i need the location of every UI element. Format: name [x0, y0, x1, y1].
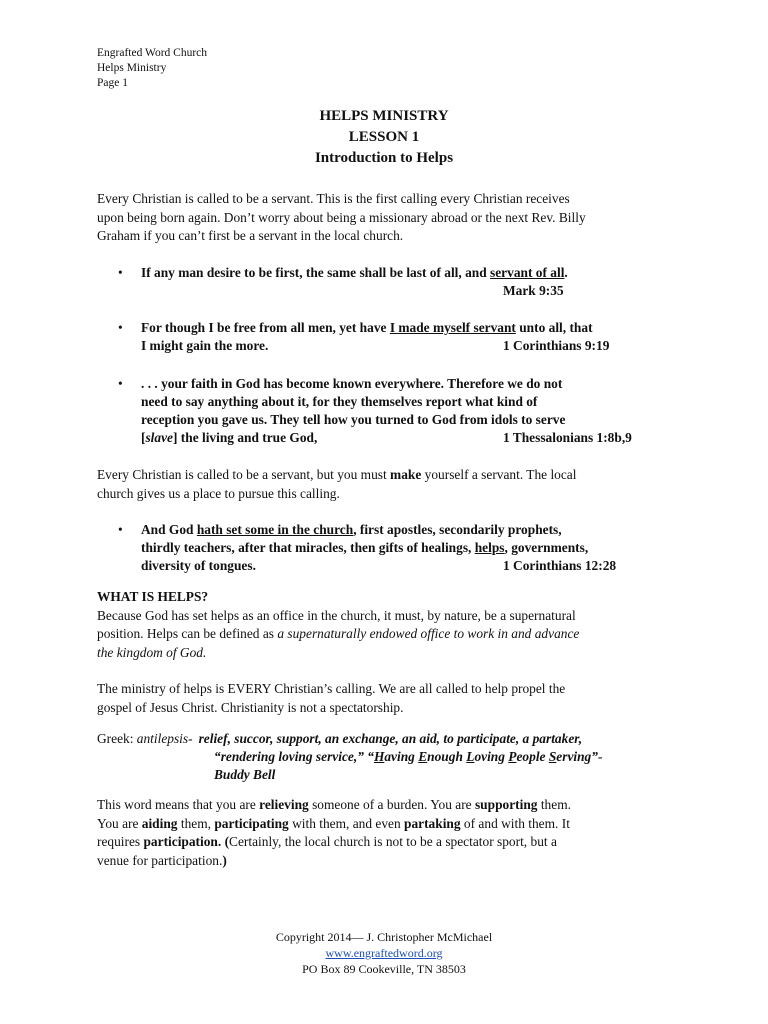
section-heading: WHAT IS HELPS? — [97, 589, 209, 604]
intro-paragraph: Every Christian is called to be a servant. This is the first calling every Christian receives upon being born again. Don’t worry about being a missionary abroad or the next Rev. Billy Graham if you can’t first be a servant in the local church. — [97, 191, 586, 243]
header-org: Engrafted Word Church — [97, 47, 207, 59]
every-christian-paragraph: The ministry of helps is EVERY Christian’s calling. We are all called to help propel the gospel of Jesus Christ. Christianity is not a spectatorship. — [97, 681, 566, 715]
title-line-2: LESSON 1 — [348, 129, 420, 145]
bullet-mark-9-35: • If any man desire to be first, the same shall be last of all, and servant of all. Mark 9:35 — [141, 264, 686, 300]
page-header — [97, 46, 207, 91]
bullet-icon: • — [118, 320, 123, 335]
bullet1-ref: Mark 9:35 — [503, 283, 564, 298]
bullet-icon: • — [118, 376, 123, 391]
bullet-1-corinthians-9-19: • For though I be free from all men, yet have I made myself servant unto all, that I might gain the more. 1 Corinthians 9:19 — [118, 320, 610, 353]
bullet2-ref: 1 Corinthians 9:19 — [503, 338, 610, 353]
bullet-icon: • — [118, 265, 123, 280]
bullet-1-thessalonians: • . . . your faith in God has become known everywhere. Therefore we do not need to say anything about it, for they themselves report what kind of reception you gave us. They tell how you turned to God from idols to serve [slave] the living and true God, 1 Thessalonians 1:8b,9 — [118, 376, 632, 445]
footer-copyright: Copyright 2014— J. Christopher McMichael — [275, 930, 493, 944]
greek-definition: Greek: antilepsis- relief, succor, support, an exchange, an aid, to participate, a partaker, “rendering loving service,” “Having Enough Loving People Serving”- Buddy Bell — [97, 731, 603, 782]
website-link[interactable]: www.engraftedword.org — [325, 946, 443, 960]
header-ministry: Helps Ministry — [97, 62, 167, 74]
title-line-3: Introduction to Helps — [314, 150, 454, 166]
bullet4-ref: 1 Corinthians 12:28 — [503, 558, 617, 573]
what-is-helps-section: WHAT IS HELPS? Because God has set helps as an office in the church, it must, by nature, be a supernatural position. Helps can be defined as a supernaturally endowed office to work in and advance the kingdom of God. — [97, 589, 580, 660]
bullet-icon: • — [118, 522, 123, 537]
page-footer — [0, 929, 768, 977]
bullet3-ref: 1 Thessalonians 1:8b,9 — [503, 430, 632, 445]
header-page-number: Page 1 — [97, 77, 128, 89]
bullet-1-corinthians-12-28: • And God hath set some in the church, first apostles, secondarily prophets, thirdly teachers, after that miracles, then gifts of healings, helps, governments, diversity of tongues. 1 Corinthians 12:28 — [118, 522, 617, 573]
servant-paragraph: Every Christian is called to be a servant, but you must make yourself a servant. The local church gives us a place to pursue this calling. — [97, 467, 577, 501]
title-line-1: HELPS MINISTRY — [319, 108, 449, 124]
footer-address: PO Box 89 Cookeville, TN 38503 — [302, 962, 466, 976]
word-meaning-paragraph: This word means that you are relieving someone of a burden. You are supporting them. You are aiding them, participating with them, and even partaking of and with them. It requires participation. (Certainly, the local church is not to be a spectator sport, but a venue for participation.) — [97, 797, 571, 868]
